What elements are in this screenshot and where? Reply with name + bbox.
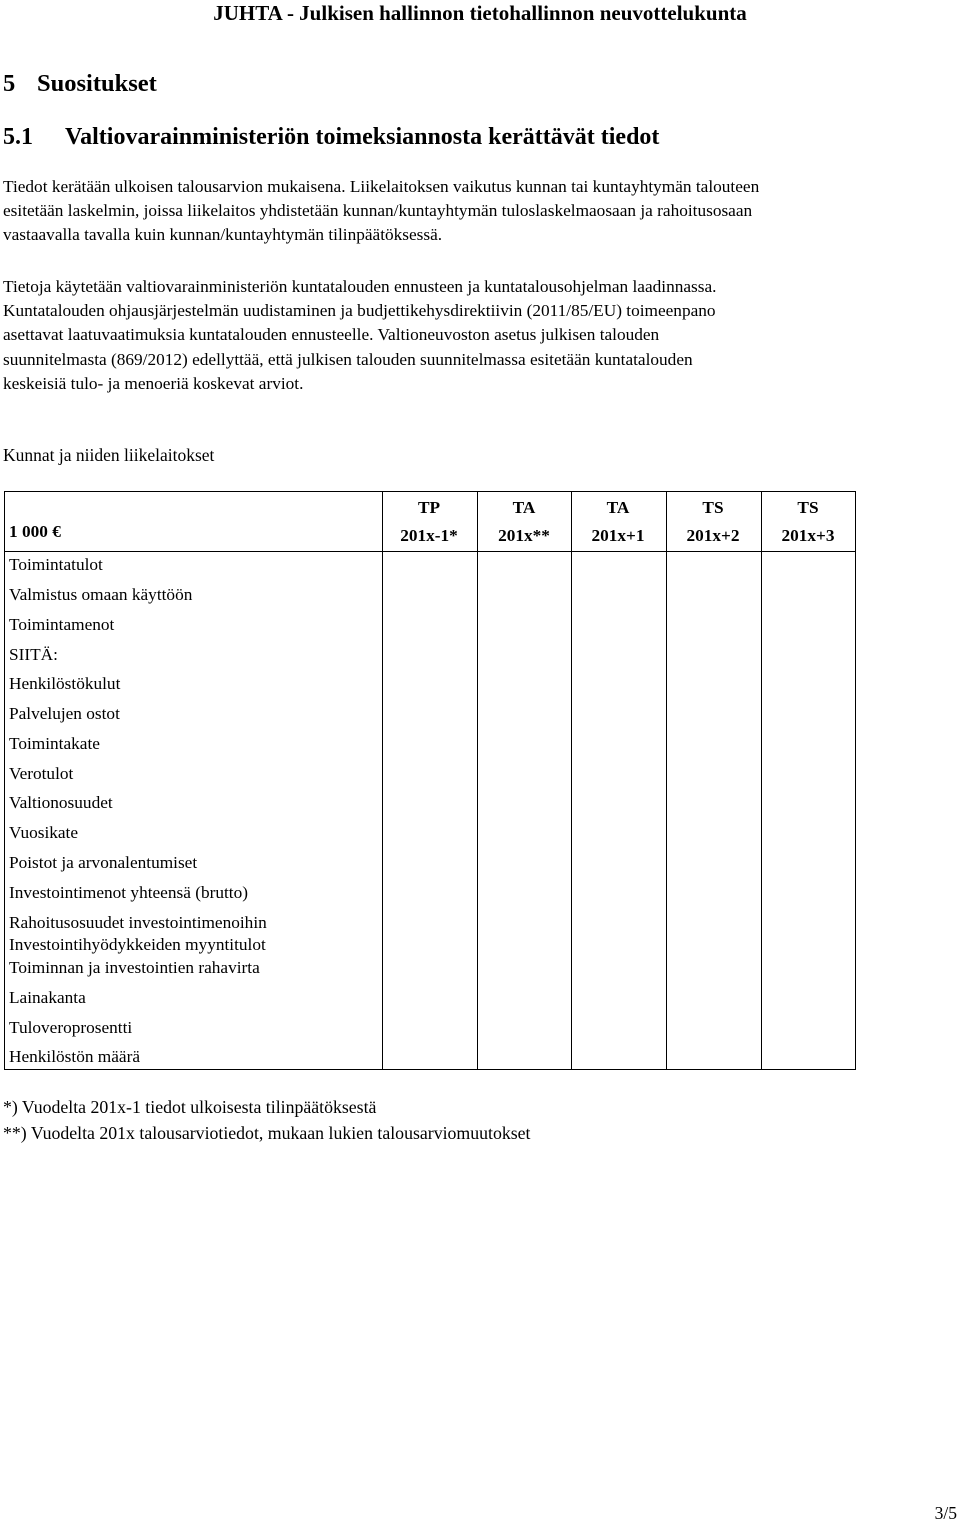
column-header-type: TA <box>606 498 630 517</box>
column-divider <box>761 492 762 1069</box>
data-table <box>4 491 856 1070</box>
column-divider <box>571 492 572 1069</box>
paragraph-line: Kuntatalouden ohjausjärjestelmän uudistaminen ja budjettikehysdirektiivin (2011/85/EU) toimeenpano <box>3 301 716 321</box>
column-divider <box>382 492 383 1069</box>
footnote: **) Vuodelta 201x talousarviotiedot, mukaan lukien talousarviomuutokset <box>3 1123 531 1143</box>
column-header-type: TA <box>512 498 536 517</box>
section-number: 5 <box>3 70 16 97</box>
row-label: Palvelujen ostot <box>9 704 120 723</box>
page-number: 3/5 <box>934 1503 957 1523</box>
row-label: Toimintamenot <box>9 615 115 634</box>
paragraph-line: keskeisiä tulo- ja menoeriä koskevat arviot. <box>3 373 304 393</box>
column-header-year: 201x+3 <box>781 526 835 545</box>
table-title: Kunnat ja niiden liikelaitokset <box>3 445 215 465</box>
subsection-title: Valtiovarainministeriön toimeksiannosta kerättävät tiedot <box>65 124 660 150</box>
column-divider <box>666 492 667 1069</box>
column-header-ts-next <box>761 494 855 550</box>
footnote: *) Vuodelta 201x-1 tiedot ulkoisesta tilinpäätöksestä <box>3 1097 377 1117</box>
subsection-heading <box>3 124 659 151</box>
paragraph-line: esitetään laskelmin, joissa liikelaitos yhdistetään kunnan/kuntayhtymän tuloslaskelmaosaan ja rahoitusosaan <box>3 201 753 221</box>
column-header-type: TS <box>702 498 724 517</box>
header-divider <box>5 551 855 552</box>
row-label: Poistot ja arvonalentumiset <box>9 853 198 872</box>
paragraph-line: suunnitelmasta (869/2012) edellyttää, että julkisen talouden suunnitelmassa esitetään kuntatalouden <box>3 349 693 369</box>
row-label: Toimintakate <box>9 734 100 753</box>
row-label: Rahoitusosuudet investointimenoihin <box>9 913 267 932</box>
column-header-year: 201x+2 <box>686 526 740 545</box>
row-label: Valmistus omaan käyttöön <box>9 585 193 604</box>
row-label: Tuloveroprosentti <box>9 1018 133 1037</box>
column-header-ta-next <box>571 494 665 550</box>
section-title: Suositukset <box>37 70 157 97</box>
column-header-tp <box>382 494 476 550</box>
column-header-year: 201x-1* <box>400 526 458 545</box>
row-label: Toimintatulot <box>9 555 103 574</box>
column-header-type: TS <box>797 498 819 517</box>
row-label: Verotulot <box>9 764 74 783</box>
column-header-year: 201x** <box>498 526 550 545</box>
row-label: Toiminnan ja investointien rahavirta <box>9 958 260 977</box>
row-label: SIITÄ: <box>9 645 58 664</box>
document-header: JUHTA - Julkisen hallinnon tietohallinnon neuvottelukunta <box>213 1 747 25</box>
column-divider <box>477 492 478 1069</box>
section-heading <box>3 70 157 98</box>
row-label: Lainakanta <box>9 988 86 1007</box>
paragraph-collection-info <box>3 175 960 248</box>
paragraph-line: vastaavalla tavalla kuin kunnan/kuntayhtymän tilinpäätöksessä. <box>3 225 443 245</box>
row-label: Vuosikate <box>9 823 79 842</box>
unit-label: 1 000 € <box>9 522 61 541</box>
row-label: Henkilöstön määrä <box>9 1047 141 1066</box>
column-header-ta <box>477 494 571 550</box>
paragraph-line: Tiedot kerätään ulkoisen talousarvion mukaisena. Liikelaitoksen vaikutus kunnan tai kuntayhtymän talouteen <box>3 177 760 196</box>
row-label: Henkilöstökulut <box>9 674 121 693</box>
paragraph-line: asettavat laatuvaatimuksia kuntatalouden ennusteelle. Valtioneuvoston asetus julkisen talouden <box>3 325 660 345</box>
row-label: Investointimenot yhteensä (brutto) <box>9 883 249 902</box>
row-label: Investointihyödykkeiden myyntitulot <box>9 935 266 954</box>
column-header-type: TP <box>417 498 441 517</box>
column-header-year: 201x+1 <box>591 526 645 545</box>
subsection-number: 5.1 <box>3 124 33 150</box>
row-label: Valtionosuudet <box>9 793 113 812</box>
paragraph-usage-info <box>3 275 960 396</box>
column-header-ts <box>666 494 760 550</box>
paragraph-line: Tietoja käytetään valtiovarainministeriön kuntatalouden ennusteen ja kuntatalousohjelman laadinnassa. <box>3 277 717 296</box>
